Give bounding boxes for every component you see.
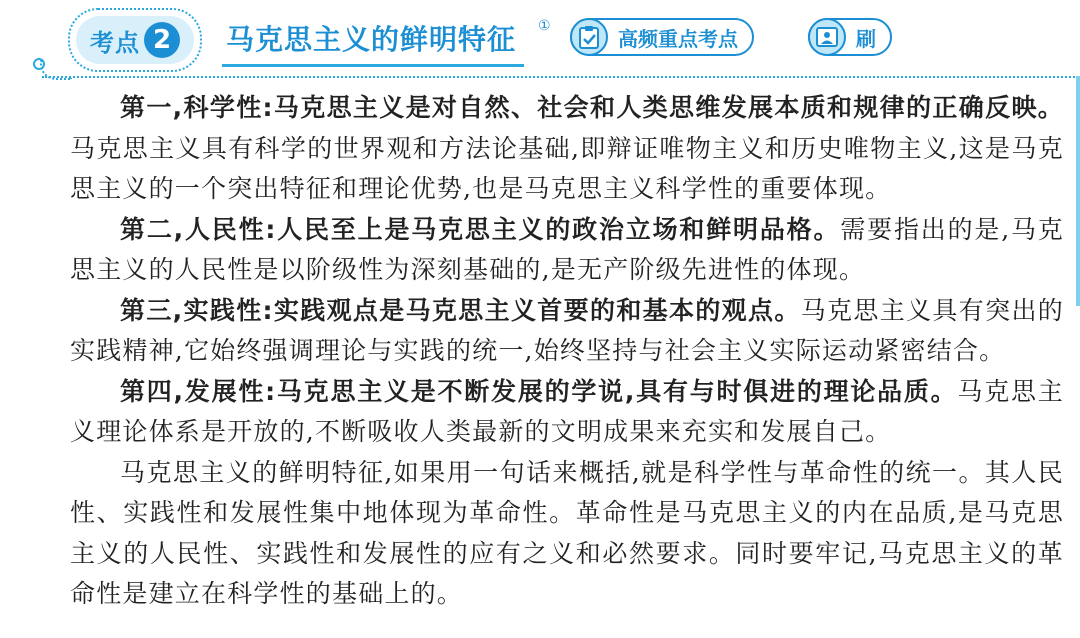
exam-point-label: 考点 bbox=[90, 28, 140, 57]
high-frequency-tag[interactable] bbox=[570, 18, 754, 56]
paragraph-body: 马克思主义理论体系是开放的,不断吸收人类最新的文明成果来充实和发展自己。 bbox=[70, 376, 1064, 446]
exam-point-badge bbox=[68, 8, 202, 72]
brush-label: 刷 bbox=[856, 26, 876, 51]
paragraph-development bbox=[70, 372, 1064, 453]
reader-icon bbox=[808, 18, 846, 56]
section-title: 马克思主义的鲜明特征 bbox=[222, 14, 524, 67]
paragraph-lead: 第三,实践性:实践观点是马克思主义首要的和基本的观点。 bbox=[120, 295, 801, 325]
paragraph-body: 马克思主义具有突出的实践精神,它始终强调理论与实践的统一,始终坚持与社会主义实际运动紧密结合。 bbox=[70, 295, 1064, 365]
checklist-icon bbox=[570, 18, 608, 56]
header-divider bbox=[42, 76, 1080, 78]
section-header bbox=[0, 0, 1080, 80]
footnote-marker: ① bbox=[538, 18, 551, 34]
paragraph-body: 需要指出的是,马克思主义的人民性是以阶级性为深刻基础的,是无产阶级先进性的体现。 bbox=[70, 214, 1064, 284]
paragraph-people bbox=[70, 210, 1064, 291]
paragraph-body: 马克思主义的鲜明特征,如果用一句话来概括,就是科学性与革命性的统一。其人民性、实践性和发展性集中地体现为革命性。革命性是马克思主义的内在品质,是马克思主义的人民性、实践性和发展性的应有之义和必然要求。同时要牢记,马克思主义的革命性是建立在科学性的基础上的。 bbox=[70, 457, 1064, 608]
paragraph-body: 马克思主义具有科学的世界观和方法论基础,即辩证唯物主义和历史唯物主义,这是马克思主义的一个突出特征和理论优势,也是马克思主义科学性的重要体现。 bbox=[70, 133, 1064, 203]
article-body bbox=[70, 88, 1064, 615]
paragraph-lead: 第二,人民性:人民至上是马克思主义的政治立场和鲜明品格。 bbox=[120, 214, 841, 244]
page-edge-marker bbox=[1076, 76, 1080, 306]
high-frequency-label: 高频重点考点 bbox=[618, 26, 738, 51]
paragraph-practice bbox=[70, 291, 1064, 372]
paragraph-lead: 第四,发展性:马克思主义是不断发展的学说,具有与时俱进的理论品质。 bbox=[120, 376, 958, 406]
paragraph-summary bbox=[70, 453, 1064, 615]
paragraph-scientific bbox=[70, 88, 1064, 210]
exam-point-number: 2 bbox=[144, 22, 180, 58]
paragraph-lead: 第一,科学性:马克思主义是对自然、社会和人类思维发展本质和规律的正确反映。 bbox=[120, 93, 1064, 122]
brush-tag[interactable] bbox=[808, 18, 892, 56]
